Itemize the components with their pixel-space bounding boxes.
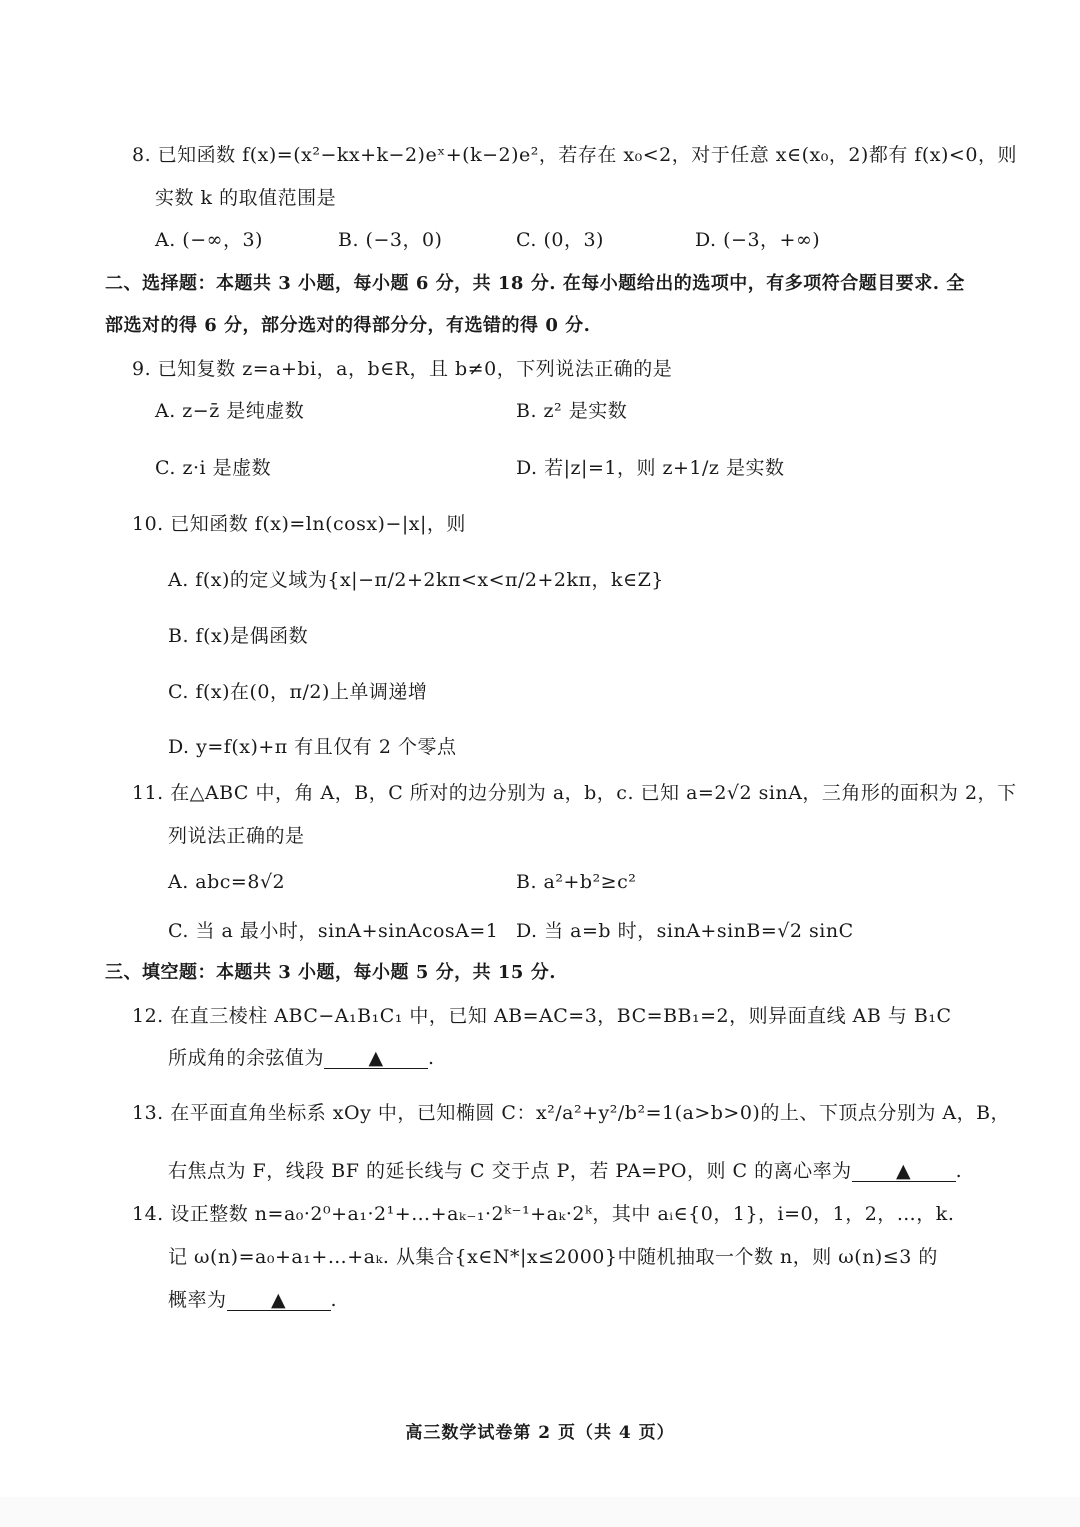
q11-stem-line1: 11. 在△ABC 中，角 A，B，C 所对的边分别为 a，b，c. 已知 a=2√2 sinA，三角形的面积为 2，下 [132,782,1017,804]
q8-option-a: A. (−∞，3) [155,229,263,251]
q13-suffix: . [955,1160,963,1182]
q12-stem-line1: 12. 在直三棱柱 ABC−A₁B₁C₁ 中，已知 AB=AC=3，BC=BB₁=2，则异面直线 AB 与 B₁C [132,1005,952,1027]
q11-option-a: A. abc=8√2 [168,871,286,893]
q9-option-b: B. z² 是实数 [516,400,628,422]
q13-answer-blank [852,1162,956,1182]
q14-prefix: 概率为 [168,1289,227,1311]
q13-stem-line1: 13. 在平面直角坐标系 xOy 中，已知椭圆 C：x²/a²+y²/b²=1(a>b>0)的上、下顶点分别为 A，B， [132,1102,1011,1124]
q14-blank-triangle: ▲ [270,1289,287,1311]
q8-option-d: D. (−3，+∞) [695,229,821,251]
q8-stem-line1: 8. 已知函数 f(x)=(x²−kx+k−2)eˣ+(k−2)e²，若存在 x₀<2，对于任意 x∈(x₀，2)都有 f(x)<0，则 [132,144,1017,166]
q12-stem-line2 [168,1049,435,1069]
q12-blank-triangle: ▲ [368,1047,384,1069]
q10-option-d: D. y=f(x)+π 有且仅有 2 个零点 [168,736,457,758]
q8-stem-line2: 实数 k 的取值范围是 [155,187,337,209]
section2-heading-line2: 部选对的得 6 分，部分选对的得部分分，有选错的得 0 分. [105,315,591,336]
q14-stem-line1: 14. 设正整数 n=a₀·2⁰+a₁·2¹+…+aₖ₋₁·2ᵏ⁻¹+aₖ·2ᵏ，其中 aᵢ∈{0，1}，i=0，1，2，…，k. [132,1203,955,1225]
q13-prefix: 右焦点为 F，线段 BF 的延长线与 C 交于点 P，若 PA=PO，则 C 的离心率为 [168,1160,852,1182]
q10-option-a: A. f(x)的定义域为{x|−π/2+2kπ<x<π/2+2kπ，k∈Z} [168,569,664,591]
q9-stem: 9. 已知复数 z=a+bi，a，b∈R，且 b≠0，下列说法正确的是 [132,358,673,380]
q9-option-d: D. 若|z|=1，则 z+1/z 是实数 [516,457,785,479]
q11-option-c: C. 当 a 最小时，sinA+sinAcosA=1 [168,920,499,942]
q13-stem-line2 [168,1162,962,1182]
q12-suffix: . [428,1047,435,1069]
q14-suffix: . [330,1289,338,1311]
q9-option-c: C. z·i 是虚数 [155,457,272,479]
q11-option-d: D. 当 a=b 时，sinA+sinB=√2 sinC [516,920,854,942]
q11-stem-line2: 列说法正确的是 [168,825,305,847]
q10-option-b: B. f(x)是偶函数 [168,625,309,647]
q11-option-b: B. a²+b²≥c² [516,871,637,893]
q8-option-c: C. (0，3) [516,229,604,251]
q14-answer-blank [227,1291,331,1311]
q10-stem: 10. 已知函数 f(x)=ln(cosx)−|x|，则 [132,513,466,535]
q12-answer-blank [324,1049,428,1069]
scan-bottom-edge [0,1497,1080,1527]
q12-prefix: 所成角的余弦值为 [168,1047,325,1069]
q14-stem-line2: 记 ω(n)=a₀+a₁+…+aₖ. 从集合{x∈N*|x≤2000}中随机抽取一个数 n，则 ω(n)≤3 的 [168,1246,938,1268]
q14-stem-line3 [168,1291,337,1311]
q10-option-c: C. f(x)在(0，π/2)上单调递增 [168,681,428,703]
q9-option-a: A. z−z̄ 是纯虚数 [155,400,305,422]
section2-heading-line1: 二、选择题：本题共 3 小题，每小题 6 分，共 18 分. 在每小题给出的选项中，有多项符合题目要求. 全 [105,273,965,294]
section3-heading: 三、填空题：本题共 3 小题，每小题 5 分，共 15 分. [105,962,556,983]
q8-option-b: B. (−3，0) [338,229,443,251]
q13-blank-triangle: ▲ [896,1160,912,1182]
page-footer: 高三数学试卷第 2 页（共 4 页） [405,1423,675,1443]
